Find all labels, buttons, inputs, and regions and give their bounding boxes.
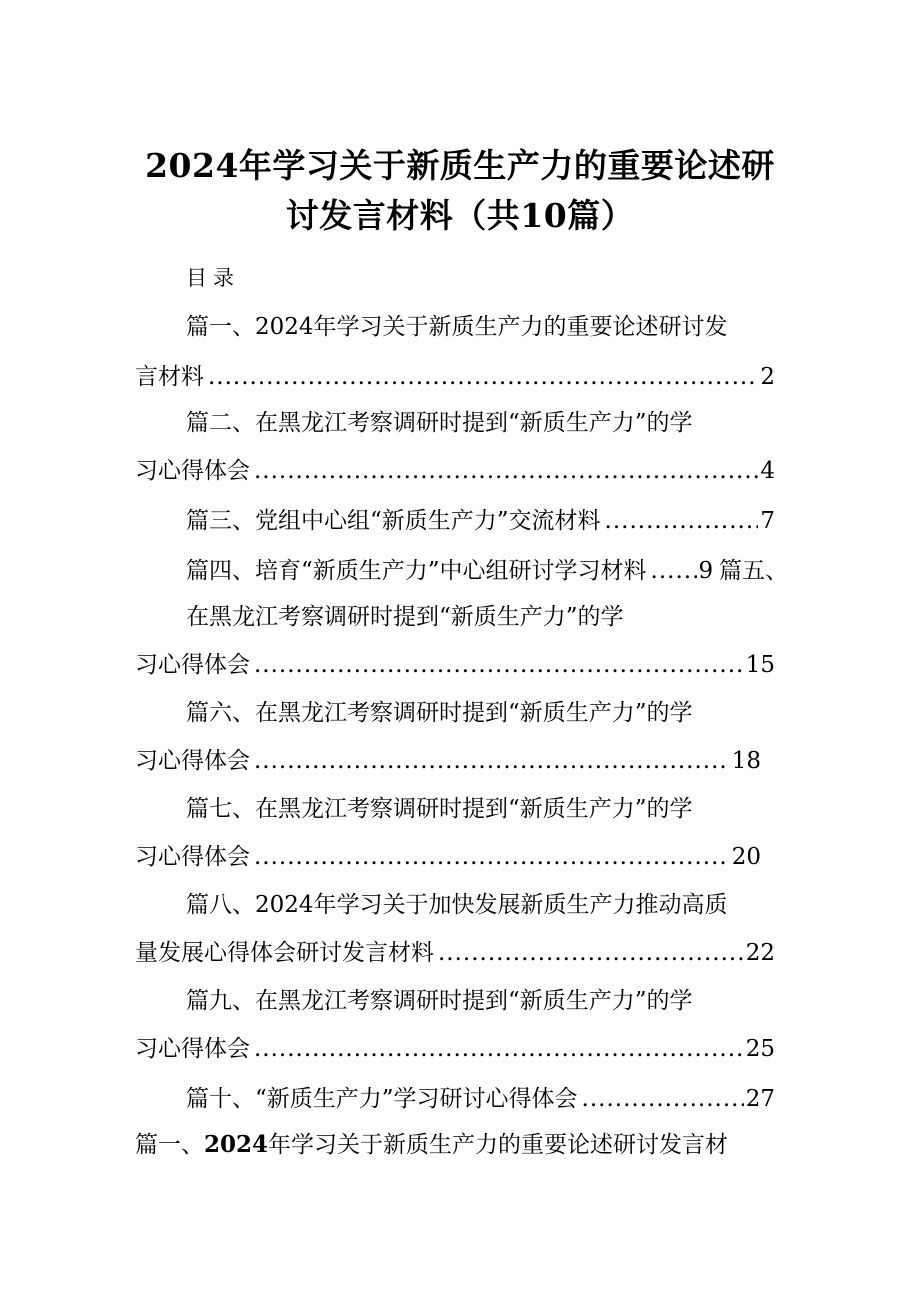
toc-leader-dots bbox=[651, 556, 697, 586]
toc-label: 目录 bbox=[186, 266, 240, 290]
document-title-line1: 2024年学习关于新质生产力的重要论述研 bbox=[145, 146, 775, 185]
section-heading-year: 2024 bbox=[204, 1131, 269, 1158]
toc-entry-5-line1[interactable]: 在黑龙江考察调研时提到“新质生产力”的学 bbox=[186, 604, 624, 630]
toc-page-number: 9 bbox=[698, 558, 714, 584]
toc-leader-dots bbox=[582, 1084, 744, 1114]
toc-entry-text: 习心得体会 bbox=[135, 652, 250, 678]
toc-entry-4[interactable] bbox=[186, 556, 810, 586]
toc-entry-2-line1[interactable]: 篇二、在黑龙江考察调研时提到“新质生产力”的学 bbox=[186, 410, 693, 436]
toc-page-number: 22 bbox=[745, 940, 775, 966]
toc-entry-7-line1[interactable]: 篇七、在黑龙江考察调研时提到“新质生产力”的学 bbox=[186, 796, 693, 822]
toc-page-number: 15 bbox=[745, 652, 775, 678]
toc-entry-text: 篇三、党组中心组“新质生产力”交流材料 bbox=[186, 508, 601, 534]
toc-entry-text: 习心得体会 bbox=[135, 844, 250, 870]
toc-entry-5-prefix: 篇五、 bbox=[719, 558, 789, 584]
toc-entry-text: 习心得体会 bbox=[135, 458, 250, 484]
toc-entry-8-line1[interactable]: 篇八、2024年学习关于加快发展新质生产力推动高质 bbox=[186, 892, 728, 918]
toc-entry-text: 量发展心得体会研讨发言材料 bbox=[135, 940, 434, 966]
toc-entry-10[interactable] bbox=[186, 1084, 775, 1114]
toc-page-number: 4 bbox=[760, 458, 775, 484]
toc-leader-dots bbox=[208, 362, 758, 392]
toc-entry-6-line1[interactable]: 篇六、在黑龙江考察调研时提到“新质生产力”的学 bbox=[186, 700, 693, 726]
toc-entry-7-line2[interactable] bbox=[135, 842, 761, 872]
toc-leader-dots bbox=[254, 842, 730, 872]
toc-entry-9-line1[interactable]: 篇九、在黑龙江考察调研时提到“新质生产力”的学 bbox=[186, 988, 693, 1014]
toc-entry-text: 习心得体会 bbox=[135, 1036, 250, 1062]
toc-entry-8-line2[interactable] bbox=[135, 938, 775, 968]
section-heading-prefix: 篇一、 bbox=[135, 1132, 204, 1158]
section-heading bbox=[135, 1130, 728, 1160]
toc-entry-text: 篇四、培育“新质生产力”中心组研讨学习材料 bbox=[186, 558, 647, 584]
toc-entry-6-line2[interactable] bbox=[135, 746, 761, 776]
toc-entry-text: 篇十、“新质生产力”学习研讨心得体会 bbox=[186, 1086, 578, 1112]
toc-entry-5-line2[interactable] bbox=[135, 650, 775, 680]
toc-entry-1-line2[interactable] bbox=[135, 362, 775, 392]
toc-page-number: 18 bbox=[731, 748, 761, 774]
toc-entry-2-line2[interactable] bbox=[135, 456, 775, 486]
toc-entry-text: 言材料 bbox=[135, 364, 204, 390]
toc-page-number: 27 bbox=[745, 1086, 775, 1112]
section-heading-rest: 年学习关于新质生产力的重要论述研讨发言材 bbox=[268, 1132, 729, 1158]
toc-entry-3[interactable] bbox=[186, 506, 775, 536]
toc-page-number: 25 bbox=[745, 1036, 775, 1062]
toc-leader-dots bbox=[254, 746, 730, 776]
toc-leader-dots bbox=[254, 456, 758, 486]
toc-leader-dots bbox=[605, 506, 759, 536]
toc-page-number: 20 bbox=[731, 844, 761, 870]
toc-leader-dots bbox=[438, 938, 744, 968]
toc-leader-dots bbox=[254, 650, 744, 680]
toc-entry-9-line2[interactable] bbox=[135, 1034, 775, 1064]
toc-page-number: 2 bbox=[760, 364, 775, 390]
toc-entry-text: 习心得体会 bbox=[135, 748, 250, 774]
toc-entry-1-line1[interactable]: 篇一、2024年学习关于新质生产力的重要论述研讨发 bbox=[186, 314, 728, 340]
toc-leader-dots bbox=[254, 1034, 744, 1064]
toc-page-number: 7 bbox=[760, 508, 775, 534]
document-title-line2: 讨发言材料（共10篇） bbox=[285, 196, 635, 235]
